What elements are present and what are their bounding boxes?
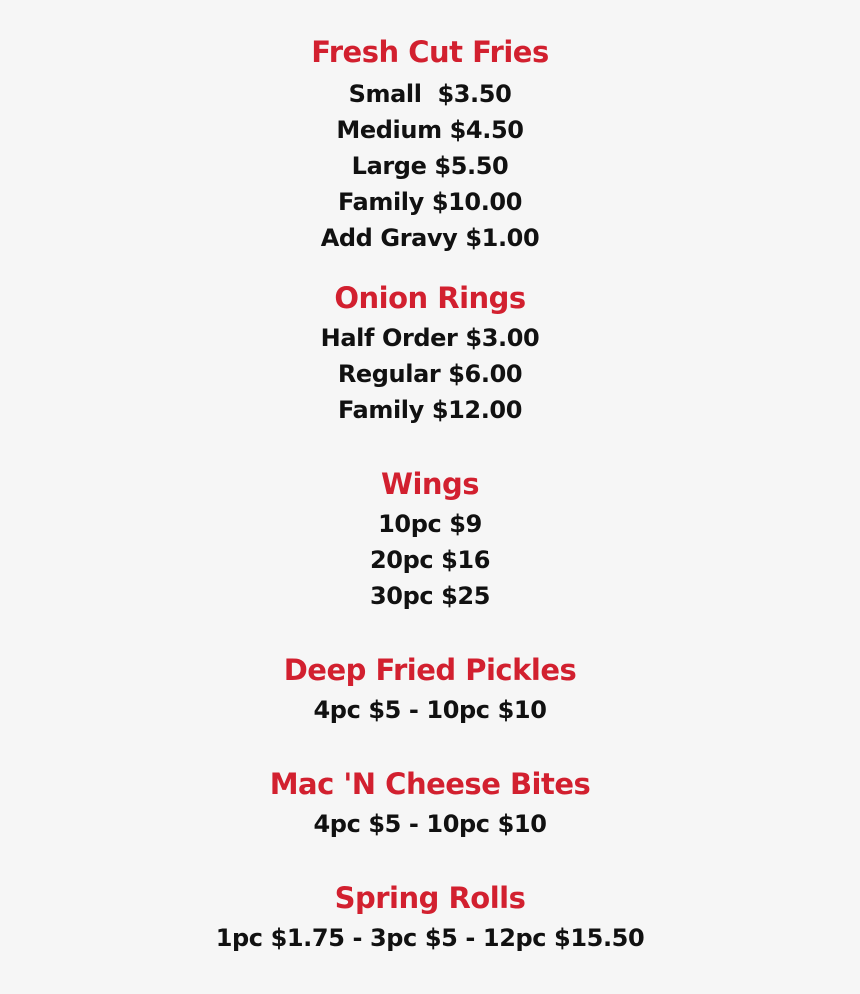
menu-item-small-fries: Small $3.50 xyxy=(348,80,512,108)
menu-item-family-fries: Family $10.00 xyxy=(337,188,523,216)
menu-item-medium-fries: Medium $4.50 xyxy=(336,116,524,144)
section-heading-wings: Wings xyxy=(380,467,480,501)
menu-item-large-fries: Large $5.50 xyxy=(351,152,509,180)
menu-item-regular-rings: Regular $6.00 xyxy=(337,360,523,388)
section-heading-onion-rings: Onion Rings xyxy=(334,281,526,315)
menu-item-half-order-rings: Half Order $3.00 xyxy=(320,324,540,352)
menu-item-30pc-wings: 30pc $25 xyxy=(369,582,491,610)
section-heading-spring-rolls: Spring Rolls xyxy=(334,881,526,915)
menu-item-20pc-wings: 20pc $16 xyxy=(369,546,491,574)
section-heading-deep-fried-pickles: Deep Fried Pickles xyxy=(283,653,577,687)
section-heading-mac-n-cheese-bites: Mac 'N Cheese Bites xyxy=(269,767,591,801)
menu-item-family-rings: Family $12.00 xyxy=(337,396,523,424)
menu-item-add-gravy: Add Gravy $1.00 xyxy=(320,224,540,252)
section-heading-fresh-cut-fries: Fresh Cut Fries xyxy=(311,35,549,69)
menu-item-10pc-wings: 10pc $9 xyxy=(378,510,482,538)
menu-item-mac-bites-prices: 4pc $5 - 10pc $10 xyxy=(313,810,547,838)
menu-item-pickles-prices: 4pc $5 - 10pc $10 xyxy=(313,696,547,724)
menu-item-spring-rolls-prices: 1pc $1.75 - 3pc $5 - 12pc $15.50 xyxy=(215,924,645,952)
